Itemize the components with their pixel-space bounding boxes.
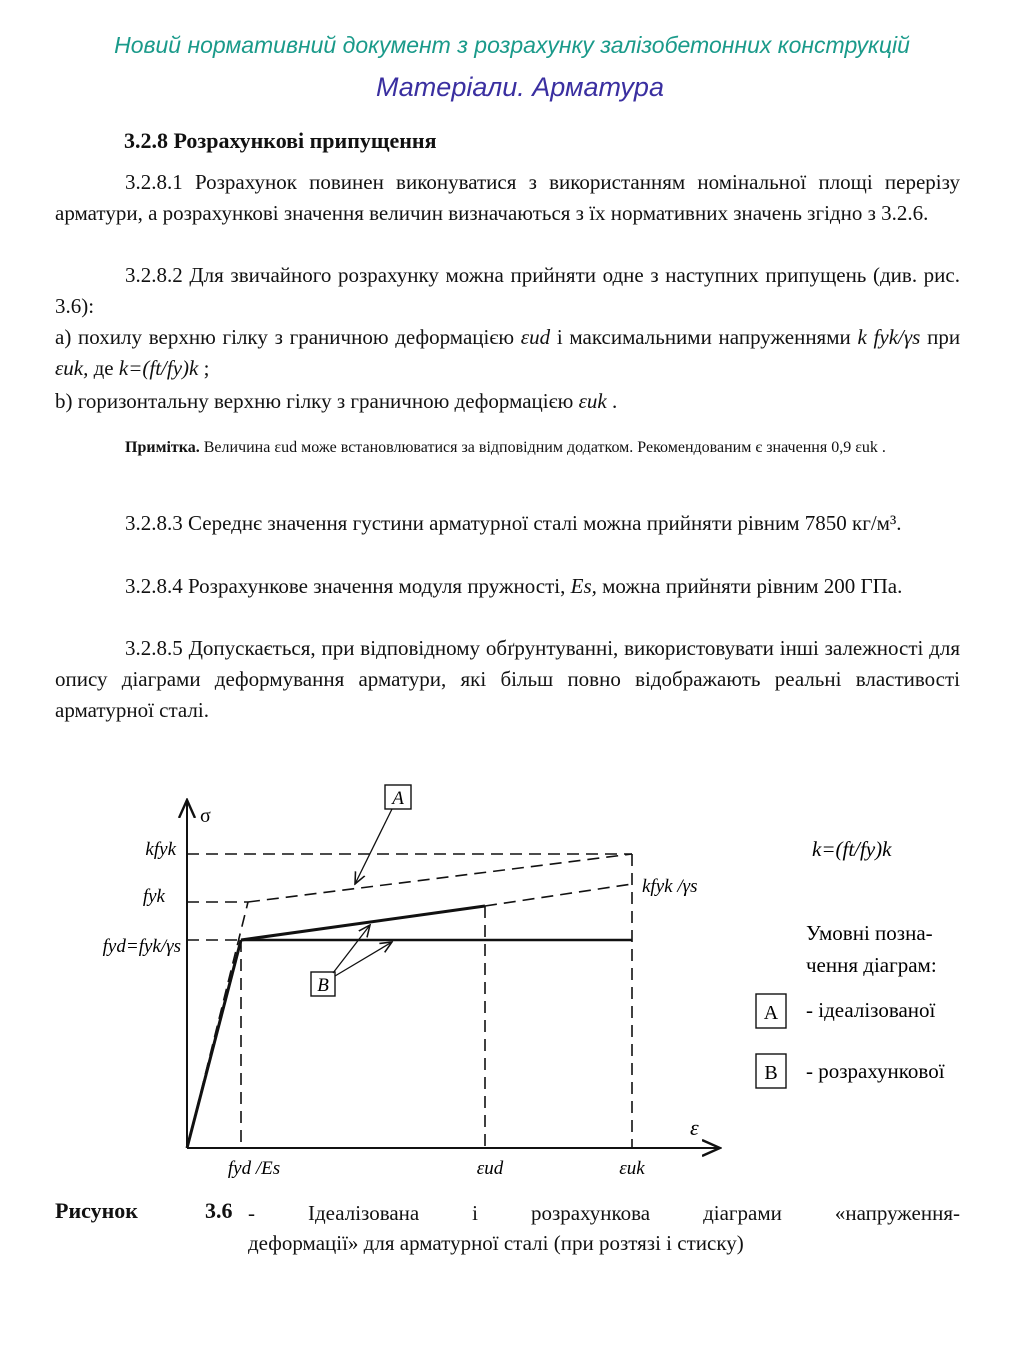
paragraph-3-2-8-1: 3.2.8.1 Розрахунок повинен виконуватися з використанням номінальної площі перерізу арматури, а розрахункові значення величин визначаються з їх нормативних значень згідно з 3.2.6. xyxy=(55,170,960,225)
tag-a-text: A xyxy=(392,788,404,809)
curve-a-hardening xyxy=(248,854,632,902)
x-axis-label: ε xyxy=(690,1115,699,1140)
legend-key-a: A xyxy=(763,1002,779,1024)
legend-key-b: B xyxy=(764,1062,778,1084)
label-kfyk-gamma: kfyk /γs xyxy=(642,876,698,897)
paragraph-3-2-8-5: 3.2.8.5 Допускається, при відповідному обґрунтуванні, використовувати інші залежності для опису діаграми деформування арматури, які більш повно відображають реальні властивості арматурної сталі. xyxy=(55,636,960,722)
figure-caption-label: Рисунок xyxy=(55,1198,138,1223)
y-tick-kfyk: kfyk xyxy=(145,839,176,860)
section-title: 3.2.8 Розрахункові припущення xyxy=(124,128,437,153)
x-tick-eud: εud xyxy=(476,1158,504,1179)
figure-caption-text: - Ідеалізована і розрахункова діаграми «напруження- деформації» для арматурної сталі (при розтязі і стиску) xyxy=(248,1201,960,1255)
paragraph-3-2-8-3: 3.2.8.3 Середнє значення густини арматурної сталі можна прийняти рівним 7850 кг/м³. xyxy=(125,511,902,535)
note-text: Величина εud може встановлюватися за відповідним додатком. Рекомендованим є значення 0,9 εuk . xyxy=(203,439,886,456)
y-axis-label: σ xyxy=(200,805,211,827)
curve-b-slope-extension xyxy=(485,884,632,906)
paragraph-3-2-8-2: 3.2.8.2 Для звичайного розрахунку можна прийняти одне з наступних припущень (див. рис. 3.6): xyxy=(55,263,960,318)
x-tick-euk: εuk xyxy=(619,1158,645,1179)
formula-k: k=(ft/fy)k xyxy=(812,837,892,861)
document-header-subtitle: Матеріали. Арматура xyxy=(376,72,664,102)
legend-title-1: Умовні позна- xyxy=(806,921,933,945)
stress-strain-diagram xyxy=(0,760,1024,1190)
tag-b-text: B xyxy=(317,975,329,996)
figure-caption-number: 3.6 xyxy=(205,1198,233,1223)
note-label: Примітка. xyxy=(125,439,200,456)
paragraph-option-b: b) горизонтальну верхню гілку з граничною деформацією εuk . xyxy=(55,389,618,413)
x-tick-fyd-es: fyd /Es xyxy=(227,1158,281,1179)
document-header-title: Новий нормативний документ з розрахунку залізобетонних конструкцій xyxy=(114,32,910,58)
paragraph-option-a: а) похилу верхню гілку з граничною деформацією εud і максимальними напруженнями k fyk/γs при εuk, де k=(ft/fy)k ; xyxy=(55,325,961,380)
paragraph-3-2-8-4: 3.2.8.4 Розрахункове значення модуля пружності, Es, можна прийняти рівним 200 ГПа. xyxy=(125,574,903,598)
curve-b-elastic xyxy=(187,940,241,1148)
legend-title-2: чення діаграм: xyxy=(806,953,937,977)
tag-a-leader xyxy=(355,809,392,884)
note-block xyxy=(55,434,960,461)
legend-text-a: - ідеалізованої xyxy=(806,998,936,1022)
y-tick-fyk: fyk xyxy=(142,886,165,907)
legend-text-b: - розрахункової xyxy=(806,1059,945,1083)
y-tick-fyd: fyd=fyk/γs xyxy=(102,936,181,957)
